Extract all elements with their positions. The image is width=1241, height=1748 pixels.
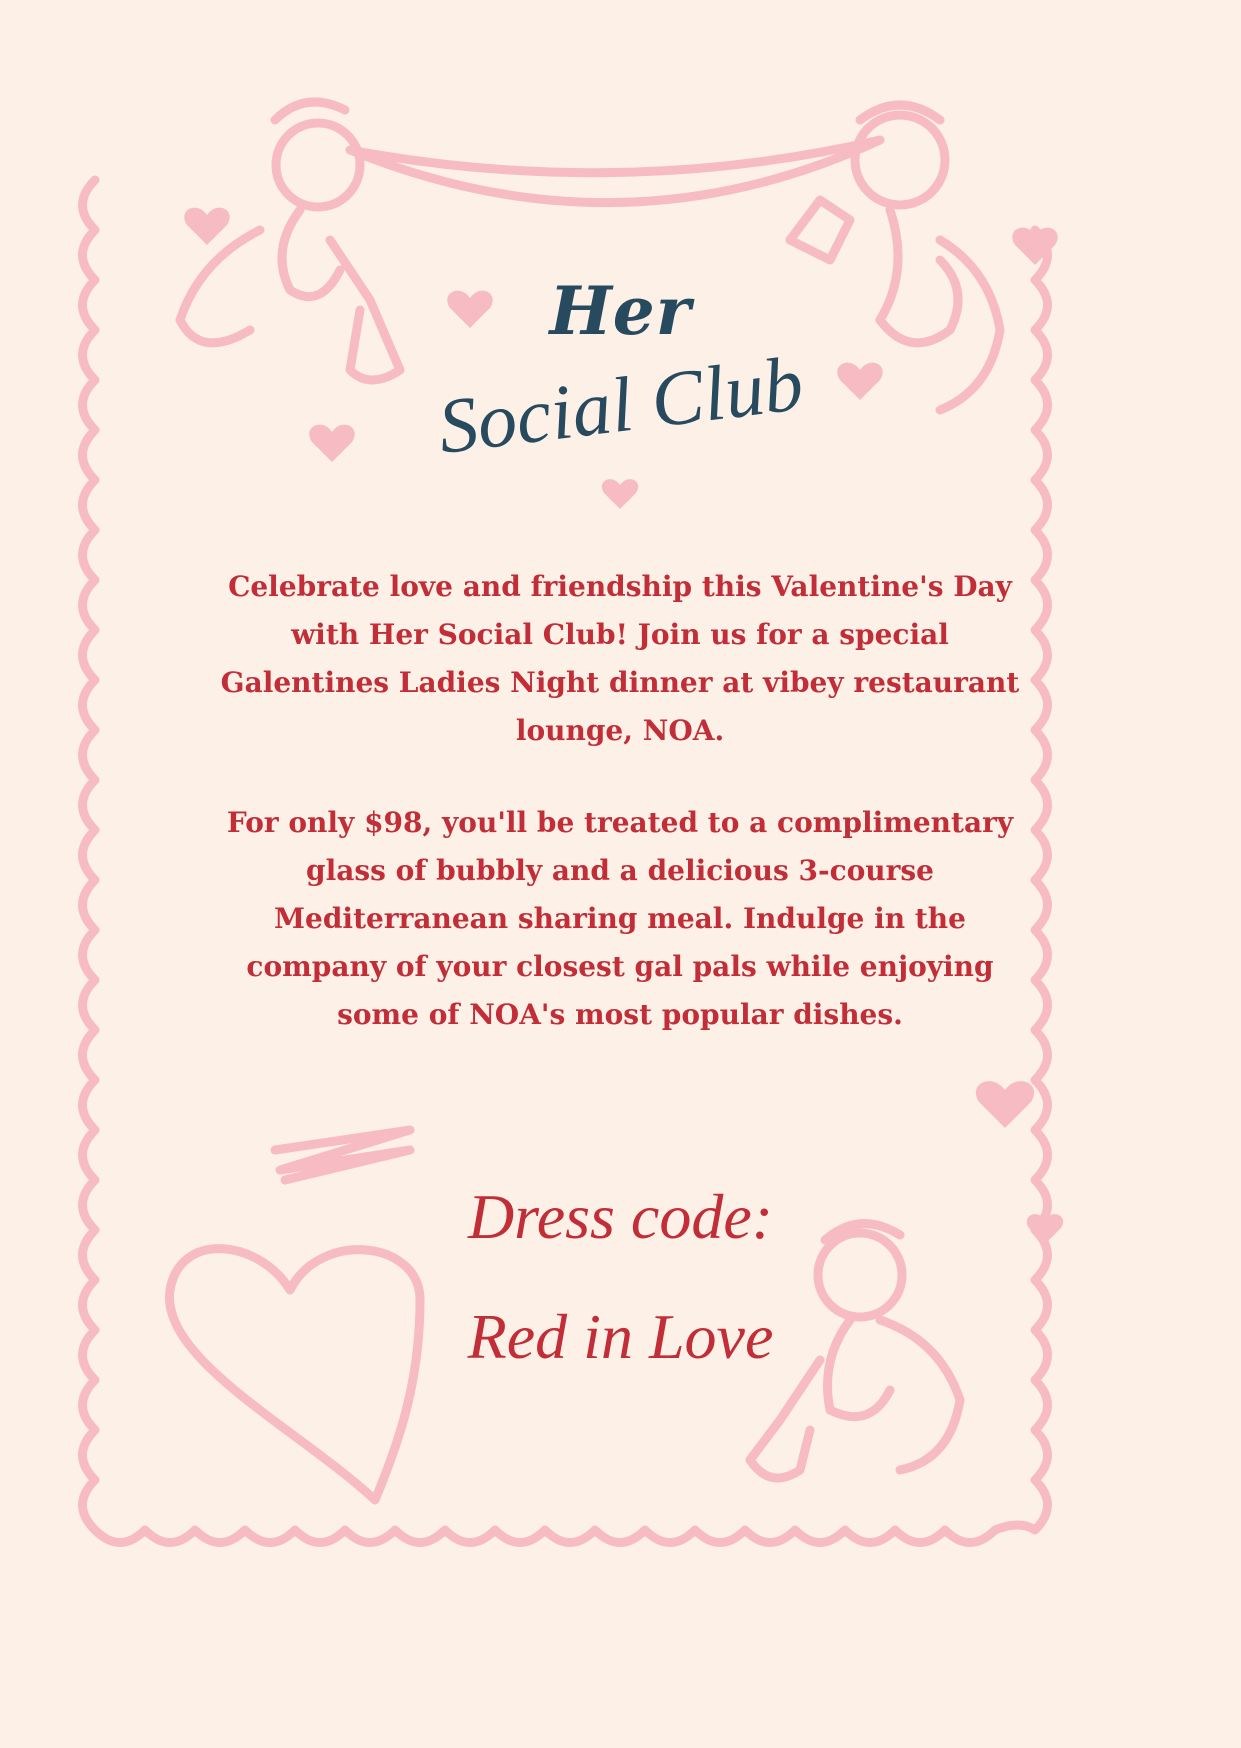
dress-code-label: Dress code: xyxy=(467,1181,774,1252)
heart-icon xyxy=(169,1249,420,1500)
brand-title: Her xyxy=(549,272,692,350)
heart-icon xyxy=(602,479,638,509)
brand-subtitle: Social Club xyxy=(433,339,808,470)
dress-code-value: Red in Love xyxy=(467,1301,774,1372)
heart-icon xyxy=(184,208,229,245)
heart-icon xyxy=(976,1081,1034,1128)
intro-paragraph: Celebrate love and friendship this Valentine's Day with Her Social Club! Join us for a special Galentines Ladies Night dinner at vibey restaurant lounge, NOA. xyxy=(220,570,1020,747)
offer-paragraph: For only $98, you'll be treated to a complimentary glass of bubbly and a delicious 3-course Mediterranean sharing meal. Indulge in the company of your closest gal pals while enjoying some of NOA's most popular dishes. xyxy=(226,806,1014,1031)
banner-icon xyxy=(350,140,880,203)
